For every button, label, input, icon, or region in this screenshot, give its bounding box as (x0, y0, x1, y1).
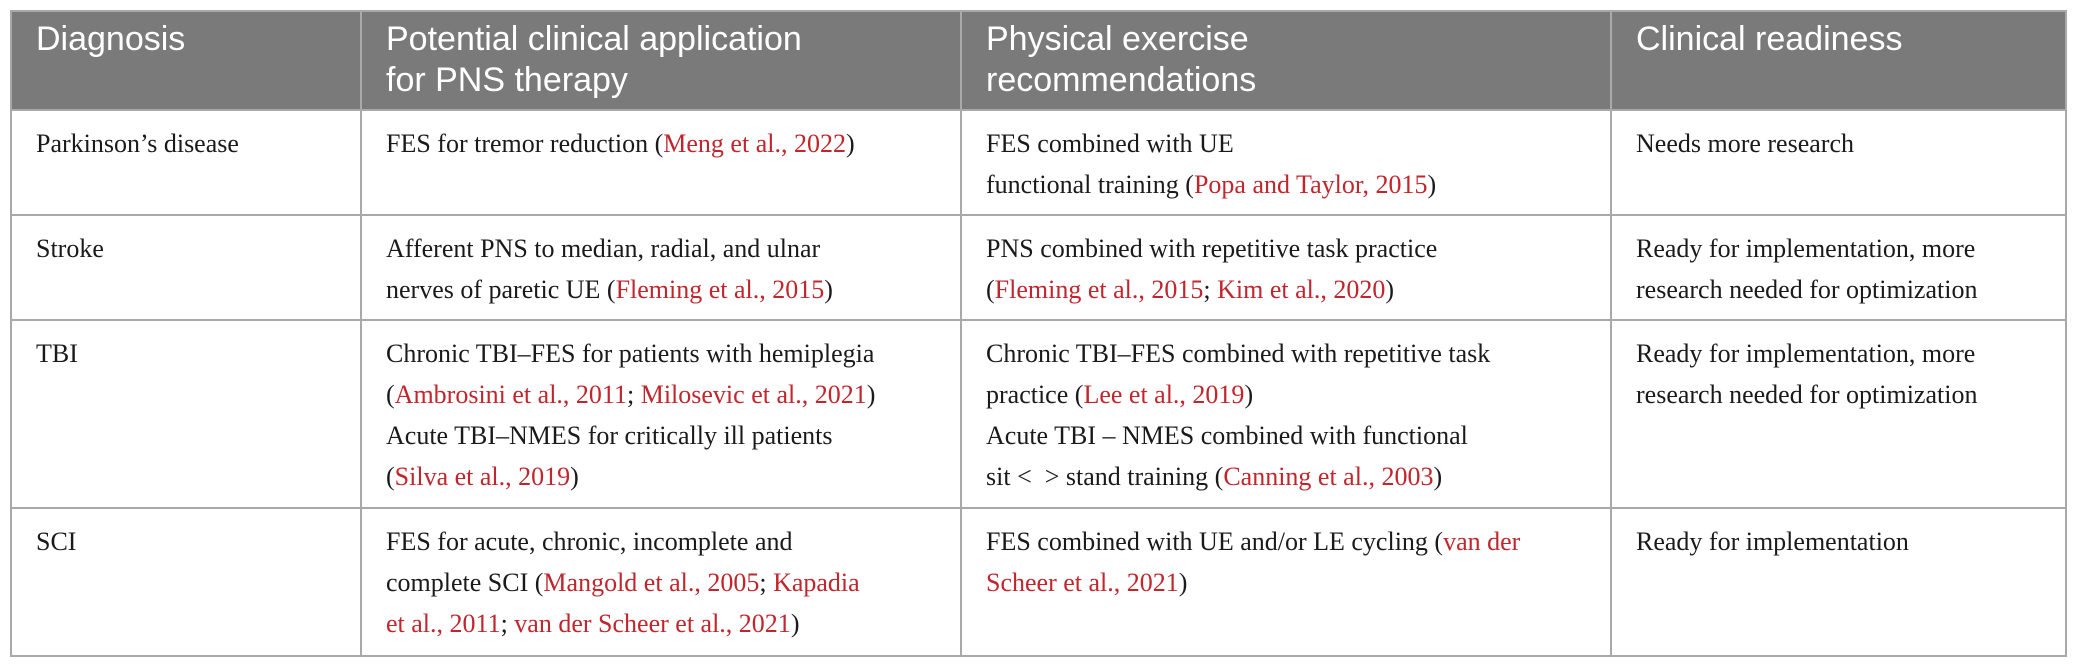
cell-text: ) Acute TBI–NMES for critically ill patients ( (386, 380, 876, 492)
cell-text: ) (845, 129, 855, 158)
citation-link[interactable]: Canning et al., 2003 (1223, 462, 1434, 492)
application-cell (361, 508, 961, 656)
citation-link[interactable]: Kim et al., 2020 (1217, 275, 1386, 305)
citation-link[interactable]: Fleming et al., 2015 (615, 275, 825, 305)
citation-link[interactable]: Milosevic et al., 2021 (640, 380, 867, 410)
diagnosis-cell: SCI (11, 508, 361, 656)
application-cell (361, 110, 961, 215)
cell-text: ) (824, 275, 833, 305)
cell-text: Chronic TBI–FES for patients with hemiplegia ( (386, 339, 875, 410)
cell-text: FES for acute, chronic, incomplete and complete SCI ( (386, 527, 793, 598)
cell-text: FES combined with UE functional training ( (986, 129, 1234, 199)
citation-link[interactable]: Kapadia et al., 2011 (386, 568, 860, 639)
cell-text: ; (500, 609, 515, 639)
cell-text: ) Acute TBI – NMES combined with functional sit < > stand training ( (986, 380, 1468, 492)
diagnosis-cell: Parkinson’s disease (11, 110, 361, 215)
header-clinical-application: Potential clinical application for PNS therapy (361, 11, 961, 110)
citation-link[interactable]: Silva et al., 2019 (394, 462, 571, 492)
cell-text: ) (1385, 275, 1395, 305)
application-cell (361, 320, 961, 508)
citation-link[interactable]: Popa and Taylor, 2015 (1193, 170, 1428, 199)
diagnosis-cell: Stroke (11, 215, 361, 320)
cell-text: ) (1178, 568, 1188, 598)
cell-text: FES for tremor reduction ( (386, 129, 664, 158)
cell-text: Afferent PNS to median, radial, and ulnar nerves of paretic UE ( (386, 234, 821, 305)
exercise-cell (961, 215, 1611, 320)
exercise-cell (961, 320, 1611, 508)
table-row (11, 215, 2066, 320)
readiness-cell: Needs more research (1611, 110, 2066, 215)
cell-text: ) (1427, 170, 1437, 199)
citation-link[interactable]: Ambrosini et al., 2011 (394, 380, 627, 410)
readiness-cell: Ready for implementation, more research needed for optimization (1611, 320, 2066, 508)
table-row (11, 110, 2066, 215)
cell-text: Chronic TBI–FES combined with repetitive task practice ( (986, 339, 1491, 410)
application-cell (361, 215, 961, 320)
readiness-cell: Ready for implementation, more research needed for optimization (1611, 215, 2066, 320)
exercise-cell (961, 110, 1611, 215)
exercise-cell (961, 508, 1611, 656)
pns-therapy-table (10, 10, 2067, 657)
cell-text: PNS combined with repetitive task practice ( (986, 234, 1438, 305)
table-row (11, 508, 2066, 656)
cell-text: ) (1433, 462, 1443, 492)
citation-link[interactable]: van der Scheer et al., 2021 (986, 527, 1521, 598)
cell-text: ; (759, 568, 774, 598)
readiness-cell: Ready for implementation (1611, 508, 2066, 656)
cell-text: ; (1203, 275, 1218, 305)
header-clinical-readiness: Clinical readiness (1611, 11, 2066, 110)
citation-link[interactable]: Fleming et al., 2015 (994, 275, 1204, 305)
cell-text: ) (790, 609, 800, 639)
diagnosis-cell: TBI (11, 320, 361, 508)
cell-text: ) (570, 462, 579, 492)
citation-link[interactable]: Lee et al., 2019 (1083, 380, 1245, 410)
citation-link[interactable]: Meng et al., 2022 (663, 129, 846, 158)
citation-link[interactable]: Mangold et al., 2005 (543, 568, 760, 598)
table-row (11, 320, 2066, 508)
citation-link[interactable]: van der Scheer et al., 2021 (514, 609, 791, 639)
header-exercise-recommendations: Physical exercise recommendations (961, 11, 1611, 110)
cell-text: FES combined with UE and/or LE cycling ( (986, 527, 1444, 557)
cell-text: ; (626, 380, 641, 410)
header-diagnosis: Diagnosis (11, 11, 361, 110)
header-row (11, 11, 2066, 110)
